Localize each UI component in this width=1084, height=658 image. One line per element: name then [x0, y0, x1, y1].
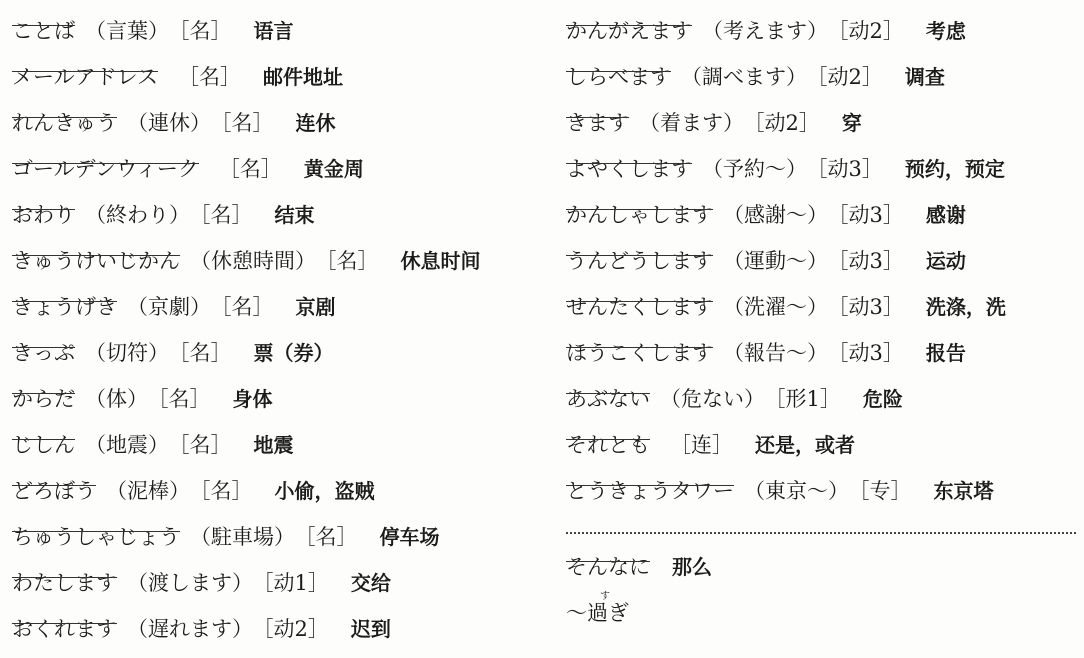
entry-pos: ［名］ [179, 341, 232, 365]
entry-kanji: （危ない） [660, 387, 765, 411]
entry-meaning: 交给 [350, 571, 391, 595]
vocab-entry [12, 146, 552, 192]
entry-meaning: 语言 [253, 19, 294, 43]
vocab-entry [566, 146, 1081, 192]
entry-meaning: 票（券） [253, 341, 334, 365]
entry-meaning: 邮件地址 [262, 65, 343, 89]
entry-kana: しらべます [566, 65, 671, 89]
entry-pos: ［动2］ [838, 19, 904, 43]
entry-kanji: （体） [85, 387, 148, 411]
entry-kanji: （連休） [127, 111, 211, 135]
entry-kanji: （調べます） [681, 65, 807, 89]
entry-pos: ［动3］ [838, 341, 904, 365]
entry-kana: どろぼう [12, 479, 96, 503]
entry-kana: よやくします [566, 157, 692, 181]
entry-kana: じしん [12, 433, 75, 457]
entry-kanji: （言葉） [85, 19, 169, 43]
entry-meaning: 黄金周 [303, 157, 364, 181]
vocab-entry [566, 422, 1081, 468]
entry-kana: そんなに [566, 555, 650, 579]
entry-kanji: （京劇） [127, 295, 211, 319]
entry-pos: ［动3］ [838, 249, 904, 273]
entry-pos: ［动1］ [263, 571, 329, 595]
right-column [566, 0, 1081, 636]
vocab-entry [566, 376, 1081, 422]
entry-pos: ［名］ [200, 479, 253, 503]
entry-meaning: 运动 [925, 249, 966, 273]
entry-kanji: （終わり） [85, 203, 190, 227]
vocab-entry [12, 422, 552, 468]
vocab-entry [566, 8, 1081, 54]
entry-meaning: 结束 [274, 203, 315, 227]
entry-kana: れんきゅう [12, 111, 117, 135]
entry-kanji: （休憩時間） [190, 249, 316, 273]
entry-kana: それとも [566, 433, 650, 457]
entry-meaning: 停车场 [379, 525, 440, 549]
entry-pos: ［名］ [158, 387, 211, 411]
entry-meaning: 那么 [672, 555, 712, 579]
furigana: す [600, 591, 610, 602]
entry-pos: ［名］ [326, 249, 379, 273]
entry-kanji: （感謝～） [723, 203, 828, 227]
entry-kanji: （着ます） [639, 111, 744, 135]
entry-kana: うんどうします [566, 249, 713, 273]
vocab-entry [12, 376, 552, 422]
entry-kanji: （洗濯～） [723, 295, 828, 319]
entry-pos: ［名］ [305, 525, 358, 549]
vocab-entry [12, 330, 552, 376]
entry-kana: かんしゃします [566, 203, 713, 227]
vocab-entry [12, 560, 552, 606]
entry-kanji: （駐車場） [190, 525, 295, 549]
entry-meaning: 考虑 [925, 19, 966, 43]
entry-pos: ［名］ [200, 203, 253, 227]
entry-kana: せんたくします [566, 295, 713, 319]
entry-meaning: 身体 [232, 387, 273, 411]
vocab-entry [566, 544, 1081, 590]
vocab-entry [12, 468, 552, 514]
entry-kana: かんがえます [566, 19, 692, 43]
entry-kanji: （考えます） [702, 19, 828, 43]
entry-meaning: 迟到 [350, 617, 391, 641]
vocab-entry [566, 284, 1081, 330]
entry-meaning: 小偷，盗贼 [274, 479, 375, 503]
entry-meaning: 地震 [253, 433, 294, 457]
vocab-entry [566, 468, 1081, 514]
entry-kana: メールアドレス [12, 65, 158, 89]
entry-meaning: 洗涤，洗 [925, 295, 1006, 319]
entry-kana: あぶない [566, 387, 650, 411]
entry-kanji: （運動～） [723, 249, 828, 273]
entry-kana: きます [566, 111, 629, 135]
entry-meaning: 危险 [862, 387, 903, 411]
vocab-entry [12, 238, 552, 284]
entry-kanji: （東京～） [744, 479, 849, 503]
vocab-entry [566, 330, 1081, 376]
entry-kana: ゴールデンウィーク [12, 157, 199, 181]
entry-kana: わたします [12, 571, 117, 595]
entry-pos: ［动2］ [817, 65, 883, 89]
vocab-entry [12, 606, 552, 652]
entry-meaning: 预约，预定 [904, 157, 1005, 181]
entry-meaning: 还是，或者 [755, 433, 855, 457]
entry-kanji: （遅れます） [127, 617, 253, 641]
entry-pos: ［名］ [179, 19, 232, 43]
vocab-entry [12, 100, 552, 146]
entry-pos: ［动3］ [838, 295, 904, 319]
entry-pos: ［名］ [179, 433, 232, 457]
entry-kana: おわり [12, 203, 75, 227]
vocab-entry [566, 238, 1081, 284]
left-column [12, 0, 552, 652]
entry-kanji: （報告～） [723, 341, 828, 365]
entry-meaning: 东京塔 [933, 479, 994, 503]
vocab-entry [566, 100, 1081, 146]
entry-pos: ［名］ [218, 157, 282, 181]
vocab-entry [12, 192, 552, 238]
entry-kana: きょうげき [12, 295, 117, 319]
entry-meaning: 感谢 [925, 203, 966, 227]
entry-pos: ［名］ [177, 65, 241, 89]
vocab-entry [12, 54, 552, 100]
vocab-entry [566, 192, 1081, 238]
entry-kanji: （地震） [85, 433, 169, 457]
entry-meaning: 调查 [904, 65, 945, 89]
entry-pos: ［名］ [221, 111, 274, 135]
vocab-entry [12, 514, 552, 560]
entry-pos: ［动2］ [754, 111, 820, 135]
vocab-entry [12, 284, 552, 330]
entry-meaning: 报告 [925, 341, 966, 365]
entry-kana: からだ [12, 387, 75, 411]
entry-pos: ［动2］ [263, 617, 329, 641]
entry-kana: とうきょうタワー [566, 479, 734, 503]
entry-kana: ほうこくします [566, 341, 713, 365]
vocab-entry [12, 8, 552, 54]
entry-meaning: 休息时间 [400, 249, 481, 273]
entry-meaning: 穿 [841, 111, 862, 135]
entry-pos: ［名］ [221, 295, 274, 319]
entry-kanji: （切符） [85, 341, 169, 365]
entry-kana: きっぷ [12, 341, 75, 365]
entry-meaning: 连休 [295, 111, 336, 135]
entry-kana: ことば [12, 19, 75, 43]
dotted-divider [566, 532, 1076, 534]
entry-pos: ［形1］ [775, 387, 841, 411]
entry-pos: ［连］ [670, 433, 733, 457]
vocab-entry-suffix [566, 590, 1081, 636]
entry-pos: ［动3］ [817, 157, 883, 181]
entry-kana: きゅうけいじかん [12, 249, 180, 273]
entry-kanji: （渡します） [127, 571, 253, 595]
entry-text: ～過ぎ [566, 601, 629, 625]
entry-pos: ［专］ [859, 479, 912, 503]
entry-meaning: 京剧 [295, 295, 336, 319]
entry-kanji: （泥棒） [106, 479, 190, 503]
entry-kana: ちゅうしゃじょう [12, 525, 180, 549]
entry-pos: ［动3］ [838, 203, 904, 227]
entry-kanji: （予約～） [702, 157, 807, 181]
vocab-entry [566, 54, 1081, 100]
entry-kana: おくれます [12, 617, 117, 641]
